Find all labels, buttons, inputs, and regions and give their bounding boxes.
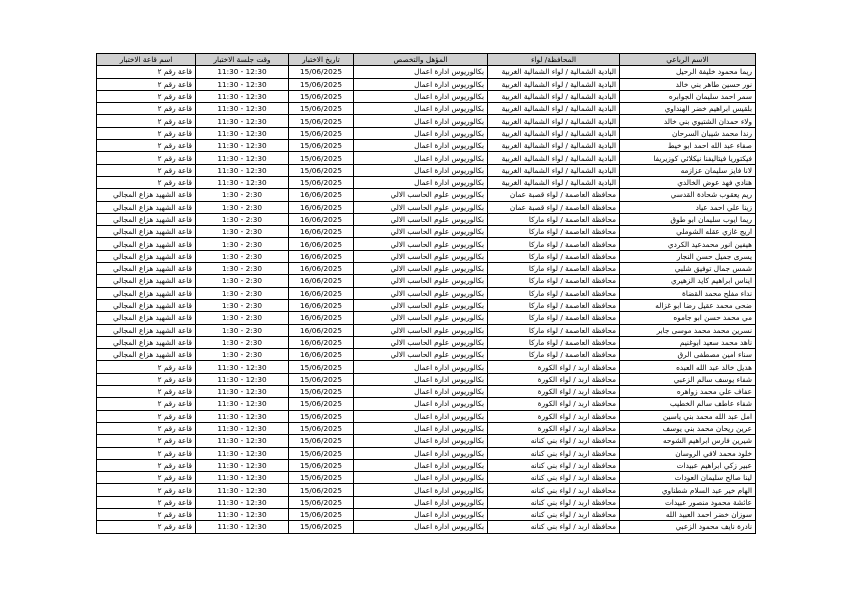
cell-governorate: محافظة اربد / لواء الكورة	[488, 398, 620, 410]
cell-governorate: محافظة العاصمة / لواء ماركا	[488, 263, 620, 275]
table-row	[97, 435, 756, 447]
cell-name: هديل خالد عبد الله العبده	[620, 361, 756, 373]
cell-date: 15/06/2025	[289, 373, 354, 385]
cell-date: 16/06/2025	[289, 287, 354, 299]
cell-hall: قاعة رقم ٢	[97, 447, 196, 459]
cell-time: 1:30 - 2:30	[196, 250, 289, 262]
cell-name: بلقيس ابراهيم خضر الهنداوي	[620, 103, 756, 115]
cell-governorate: البادية الشمالية / لواء الشمالية الغربية	[488, 152, 620, 164]
table-row	[97, 287, 756, 299]
cell-date: 15/06/2025	[289, 140, 354, 152]
cell-hall: قاعة الشهيد هزاع المجالي	[97, 336, 196, 348]
cell-hall: قاعة الشهيد هزاع المجالي	[97, 324, 196, 336]
cell-qualification: بكالوريوس علوم الحاسب الالي	[354, 336, 488, 348]
cell-governorate: محافظة العاصمة / لواء ماركا	[488, 324, 620, 336]
cell-time: 11:30 - 12:30	[196, 398, 289, 410]
table-row	[97, 299, 756, 311]
cell-name: لينا صالح سليمان العودات	[620, 472, 756, 484]
cell-date: 16/06/2025	[289, 238, 354, 250]
cell-qualification: بكالوريوس ادارة اعمال	[354, 472, 488, 484]
cell-governorate: محافظة اربد / لواء بني كنانه	[488, 484, 620, 496]
cell-name: نادرة نايف محمود الزعبي	[620, 521, 756, 533]
cell-hall: قاعة الشهيد هزاع المجالي	[97, 213, 196, 225]
cell-hall: قاعة رقم ٢	[97, 361, 196, 373]
cell-name: عبير زكي ابراهيم عبيدات	[620, 459, 756, 471]
table-row	[97, 140, 756, 152]
table-row	[97, 312, 756, 324]
cell-qualification: بكالوريوس ادارة اعمال	[354, 66, 488, 78]
cell-governorate: محافظة العاصمة / لواء قصبة عمان	[488, 189, 620, 201]
cell-hall: قاعة رقم ٢	[97, 115, 196, 127]
table-row	[97, 275, 756, 287]
cell-governorate: محافظة اربد / لواء بني كنانه	[488, 521, 620, 533]
table-row	[97, 373, 756, 385]
cell-date: 15/06/2025	[289, 422, 354, 434]
cell-date: 16/06/2025	[289, 336, 354, 348]
cell-hall: قاعة الشهيد هزاع المجالي	[97, 250, 196, 262]
cell-name: رندا محمد شيبان السرحان	[620, 127, 756, 139]
cell-governorate: محافظة اربد / لواء بني كنانه	[488, 472, 620, 484]
cell-name: عرين ريحان محمد بني يوسف	[620, 422, 756, 434]
cell-time: 11:30 - 12:30	[196, 484, 289, 496]
cell-qualification: بكالوريوس ادارة اعمال	[354, 508, 488, 520]
cell-name: اريج غازي عقله الشوملي	[620, 226, 756, 238]
cell-date: 15/06/2025	[289, 127, 354, 139]
cell-date: 15/06/2025	[289, 103, 354, 115]
cell-hall: قاعة الشهيد هزاع المجالي	[97, 226, 196, 238]
cell-date: 16/06/2025	[289, 226, 354, 238]
cell-time: 1:30 - 2:30	[196, 275, 289, 287]
header-governorate: المحافظة/ لواء	[488, 54, 620, 66]
table-row	[97, 201, 756, 213]
cell-date: 16/06/2025	[289, 324, 354, 336]
cell-date: 16/06/2025	[289, 275, 354, 287]
cell-qualification: بكالوريوس ادارة اعمال	[354, 164, 488, 176]
cell-governorate: محافظة اربد / لواء بني كنانه	[488, 508, 620, 520]
cell-date: 16/06/2025	[289, 213, 354, 225]
cell-date: 15/06/2025	[289, 459, 354, 471]
cell-qualification: بكالوريوس علوم الحاسب الالي	[354, 201, 488, 213]
header-date: تاريخ الاختبار	[289, 54, 354, 66]
cell-qualification: بكالوريوس ادارة اعمال	[354, 496, 488, 508]
cell-governorate: البادية الشمالية / لواء الشمالية الغربية	[488, 90, 620, 102]
cell-time: 1:30 - 2:30	[196, 324, 289, 336]
cell-date: 16/06/2025	[289, 299, 354, 311]
cell-time: 11:30 - 12:30	[196, 127, 289, 139]
cell-governorate: البادية الشمالية / لواء الشمالية الغربية	[488, 103, 620, 115]
cell-date: 16/06/2025	[289, 250, 354, 262]
cell-qualification: بكالوريوس علوم الحاسب الالي	[354, 287, 488, 299]
cell-time: 11:30 - 12:30	[196, 152, 289, 164]
cell-date: 15/06/2025	[289, 78, 354, 90]
cell-name: مي محمد حسن ابو جاموه	[620, 312, 756, 324]
cell-governorate: محافظة اربد / لواء بني كنانه	[488, 447, 620, 459]
cell-name: ريم يعقوب شحادة القدسي	[620, 189, 756, 201]
cell-qualification: بكالوريوس ادارة اعمال	[354, 484, 488, 496]
cell-name: نسرين محمد محمد موسى جابر	[620, 324, 756, 336]
cell-qualification: بكالوريوس علوم الحاسب الالي	[354, 263, 488, 275]
cell-qualification: بكالوريوس ادارة اعمال	[354, 398, 488, 410]
cell-time: 11:30 - 12:30	[196, 447, 289, 459]
cell-time: 11:30 - 12:30	[196, 361, 289, 373]
cell-name: زينا علي احمد عياد	[620, 201, 756, 213]
table-row	[97, 484, 756, 496]
cell-governorate: محافظة العاصمة / لواء ماركا	[488, 336, 620, 348]
cell-qualification: بكالوريوس ادارة اعمال	[354, 152, 488, 164]
cell-time: 1:30 - 2:30	[196, 312, 289, 324]
header-row	[97, 54, 756, 66]
table-row	[97, 164, 756, 176]
table-row	[97, 226, 756, 238]
cell-governorate: البادية الشمالية / لواء الشمالية الغربية	[488, 127, 620, 139]
table-row	[97, 213, 756, 225]
table-row	[97, 361, 756, 373]
cell-qualification: بكالوريوس علوم الحاسب الالي	[354, 226, 488, 238]
cell-time: 11:30 - 12:30	[196, 422, 289, 434]
cell-time: 1:30 - 2:30	[196, 287, 289, 299]
table-row	[97, 472, 756, 484]
cell-hall: قاعة رقم ٢	[97, 90, 196, 102]
cell-governorate: محافظة اربد / لواء بني كنانه	[488, 496, 620, 508]
cell-hall: قاعة الشهيد هزاع المجالي	[97, 189, 196, 201]
cell-hall: قاعة رقم ٢	[97, 152, 196, 164]
cell-date: 15/06/2025	[289, 496, 354, 508]
cell-name: امل عبد الله محمد بني ياسين	[620, 410, 756, 422]
table-row	[97, 66, 756, 78]
cell-date: 15/06/2025	[289, 398, 354, 410]
table-row	[97, 410, 756, 422]
cell-date: 15/06/2025	[289, 447, 354, 459]
cell-qualification: بكالوريوس ادارة اعمال	[354, 176, 488, 188]
cell-governorate: محافظة اربد / لواء الكورة	[488, 386, 620, 398]
table-row	[97, 263, 756, 275]
cell-name: شفاء عاطف سالم الخطيب	[620, 398, 756, 410]
cell-hall: قاعة الشهيد هزاع المجالي	[97, 287, 196, 299]
header-qualification: المؤهل والتخصص	[354, 54, 488, 66]
cell-hall: قاعة رقم ٢	[97, 472, 196, 484]
cell-hall: قاعة الشهيد هزاع المجالي	[97, 238, 196, 250]
cell-name: شيرين فارس ابراهيم الشوحه	[620, 435, 756, 447]
cell-date: 16/06/2025	[289, 312, 354, 324]
cell-time: 11:30 - 12:30	[196, 164, 289, 176]
cell-qualification: بكالوريوس ادارة اعمال	[354, 386, 488, 398]
table-row	[97, 349, 756, 361]
cell-time: 11:30 - 12:30	[196, 435, 289, 447]
cell-date: 16/06/2025	[289, 189, 354, 201]
cell-qualification: بكالوريوس ادارة اعمال	[354, 361, 488, 373]
cell-date: 15/06/2025	[289, 410, 354, 422]
cell-qualification: بكالوريوس ادارة اعمال	[354, 410, 488, 422]
cell-name: سمر احمد سليمان الجوابره	[620, 90, 756, 102]
table-row	[97, 521, 756, 533]
cell-hall: قاعة رقم ٢	[97, 496, 196, 508]
cell-hall: قاعة رقم ٢	[97, 508, 196, 520]
cell-time: 11:30 - 12:30	[196, 410, 289, 422]
cell-qualification: بكالوريوس ادارة اعمال	[354, 422, 488, 434]
cell-date: 15/06/2025	[289, 115, 354, 127]
header-time: وقت جلسة الاختبار	[196, 54, 289, 66]
cell-governorate: محافظة العاصمة / لواء ماركا	[488, 250, 620, 262]
cell-hall: قاعة الشهيد هزاع المجالي	[97, 299, 196, 311]
cell-time: 1:30 - 2:30	[196, 201, 289, 213]
cell-name: شمس جمال توفيق شلبي	[620, 263, 756, 275]
cell-hall: قاعة رقم ٢	[97, 66, 196, 78]
cell-time: 1:30 - 2:30	[196, 238, 289, 250]
cell-name: خلود محمد لافي الروسان	[620, 447, 756, 459]
cell-qualification: بكالوريوس ادارة اعمال	[354, 115, 488, 127]
cell-governorate: محافظة العاصمة / لواء ماركا	[488, 213, 620, 225]
cell-qualification: بكالوريوس ادارة اعمال	[354, 140, 488, 152]
cell-name: عائشة محمود منصور عبيدات	[620, 496, 756, 508]
cell-hall: قاعة رقم ٢	[97, 103, 196, 115]
cell-qualification: بكالوريوس ادارة اعمال	[354, 78, 488, 90]
cell-hall: قاعة رقم ٢	[97, 78, 196, 90]
cell-governorate: محافظة اربد / لواء الكورة	[488, 410, 620, 422]
cell-time: 11:30 - 12:30	[196, 459, 289, 471]
cell-name: ولاء حمدان الشتيوي بني خالد	[620, 115, 756, 127]
table-row	[97, 324, 756, 336]
cell-time: 1:30 - 2:30	[196, 336, 289, 348]
cell-qualification: بكالوريوس ادارة اعمال	[354, 435, 488, 447]
table-row	[97, 336, 756, 348]
table-row	[97, 508, 756, 520]
cell-name: ضحى محمد عقيل رضا ابو غزاله	[620, 299, 756, 311]
table-row	[97, 496, 756, 508]
cell-governorate: محافظة العاصمة / لواء ماركا	[488, 312, 620, 324]
cell-time: 1:30 - 2:30	[196, 213, 289, 225]
cell-hall: قاعة رقم ٢	[97, 521, 196, 533]
cell-governorate: محافظة اربد / لواء بني كنانه	[488, 459, 620, 471]
cell-governorate: محافظة العاصمة / لواء ماركا	[488, 299, 620, 311]
table-row	[97, 250, 756, 262]
cell-time: 1:30 - 2:30	[196, 349, 289, 361]
cell-governorate: البادية الشمالية / لواء الشمالية الغربية	[488, 78, 620, 90]
cell-name: ريما محمود خليفة الرحيل	[620, 66, 756, 78]
table-header	[97, 54, 756, 66]
cell-hall: قاعة رقم ٢	[97, 398, 196, 410]
cell-hall: قاعة الشهيد هزاع المجالي	[97, 349, 196, 361]
cell-qualification: بكالوريوس علوم الحاسب الالي	[354, 312, 488, 324]
cell-governorate: محافظة العاصمة / لواء ماركا	[488, 226, 620, 238]
cell-date: 16/06/2025	[289, 349, 354, 361]
cell-name: هيفين انور محمدعيد الكردي	[620, 238, 756, 250]
cell-governorate: محافظة العاصمة / لواء قصبة عمان	[488, 201, 620, 213]
table-body	[97, 66, 756, 533]
cell-date: 15/06/2025	[289, 176, 354, 188]
cell-hall: قاعة رقم ٢	[97, 410, 196, 422]
cell-qualification: بكالوريوس علوم الحاسب الالي	[354, 238, 488, 250]
cell-hall: قاعة رقم ٢	[97, 164, 196, 176]
cell-date: 15/06/2025	[289, 90, 354, 102]
cell-governorate: محافظة العاصمة / لواء ماركا	[488, 275, 620, 287]
cell-time: 11:30 - 12:30	[196, 521, 289, 533]
cell-time: 1:30 - 2:30	[196, 189, 289, 201]
cell-name: فيكتوريا فيتاليفنا نيكلائي كوزيريفا	[620, 152, 756, 164]
table-row	[97, 422, 756, 434]
cell-qualification: بكالوريوس علوم الحاسب الالي	[354, 213, 488, 225]
cell-name: صفاء عبد الله احمد ابو خيط	[620, 140, 756, 152]
table-row	[97, 176, 756, 188]
cell-qualification: بكالوريوس علوم الحاسب الالي	[354, 299, 488, 311]
cell-time: 1:30 - 2:30	[196, 263, 289, 275]
cell-qualification: بكالوريوس علوم الحاسب الالي	[354, 324, 488, 336]
table-row	[97, 115, 756, 127]
cell-qualification: بكالوريوس ادارة اعمال	[354, 459, 488, 471]
cell-qualification: بكالوريوس ادارة اعمال	[354, 90, 488, 102]
cell-qualification: بكالوريوس ادارة اعمال	[354, 447, 488, 459]
cell-date: 15/06/2025	[289, 361, 354, 373]
cell-date: 15/06/2025	[289, 164, 354, 176]
table-row	[97, 90, 756, 102]
cell-time: 11:30 - 12:30	[196, 373, 289, 385]
cell-name: ريما ايوب سليمان ابو طوق	[620, 213, 756, 225]
cell-governorate: البادية الشمالية / لواء الشمالية الغربية	[488, 176, 620, 188]
exam-schedule-table	[96, 53, 756, 534]
cell-time: 11:30 - 12:30	[196, 140, 289, 152]
table-row	[97, 189, 756, 201]
header-hall: اسم قاعة الاختبار	[97, 54, 196, 66]
cell-name: ناهد محمد سعيد ابوغنيم	[620, 336, 756, 348]
table-row	[97, 152, 756, 164]
cell-hall: قاعة رقم ٢	[97, 422, 196, 434]
table-row	[97, 459, 756, 471]
cell-time: 11:30 - 12:30	[196, 66, 289, 78]
cell-governorate: محافظة العاصمة / لواء ماركا	[488, 349, 620, 361]
cell-hall: قاعة رقم ٢	[97, 386, 196, 398]
cell-name: سوزان خضر احمد العبيد الله	[620, 508, 756, 520]
cell-qualification: بكالوريوس علوم الحاسب الالي	[354, 275, 488, 287]
cell-time: 11:30 - 12:30	[196, 496, 289, 508]
cell-date: 15/06/2025	[289, 386, 354, 398]
cell-date: 16/06/2025	[289, 263, 354, 275]
table-row	[97, 398, 756, 410]
cell-time: 11:30 - 12:30	[196, 508, 289, 520]
cell-date: 15/06/2025	[289, 435, 354, 447]
cell-governorate: البادية الشمالية / لواء الشمالية الغربية	[488, 140, 620, 152]
cell-governorate: محافظة العاصمة / لواء ماركا	[488, 238, 620, 250]
cell-qualification: بكالوريوس ادارة اعمال	[354, 373, 488, 385]
cell-governorate: البادية الشمالية / لواء الشمالية الغربية	[488, 66, 620, 78]
table-row	[97, 127, 756, 139]
cell-hall: قاعة رقم ٢	[97, 176, 196, 188]
cell-governorate: البادية الشمالية / لواء الشمالية الغربية	[488, 115, 620, 127]
cell-name: عفاف علي محمد زواهره	[620, 386, 756, 398]
cell-hall: قاعة رقم ٢	[97, 484, 196, 496]
cell-time: 11:30 - 12:30	[196, 78, 289, 90]
table-row	[97, 447, 756, 459]
cell-qualification: بكالوريوس ادارة اعمال	[354, 521, 488, 533]
cell-date: 15/06/2025	[289, 66, 354, 78]
cell-name: ايناس ابراهيم كايد الزهيري	[620, 275, 756, 287]
cell-qualification: بكالوريوس علوم الحاسب الالي	[354, 349, 488, 361]
cell-name: نداء مفلح محمد القضاة	[620, 287, 756, 299]
cell-time: 11:30 - 12:30	[196, 90, 289, 102]
cell-time: 11:30 - 12:30	[196, 472, 289, 484]
cell-hall: قاعة رقم ٢	[97, 459, 196, 471]
cell-time: 11:30 - 12:30	[196, 115, 289, 127]
cell-qualification: بكالوريوس علوم الحاسب الالي	[354, 189, 488, 201]
cell-hall: قاعة الشهيد هزاع المجالي	[97, 263, 196, 275]
cell-name: نور حسين طاهر بني خالد	[620, 78, 756, 90]
cell-hall: قاعة رقم ٢	[97, 373, 196, 385]
cell-hall: قاعة رقم ٢	[97, 127, 196, 139]
cell-date: 15/06/2025	[289, 508, 354, 520]
cell-name: شفاء يوسف سالم الزعبي	[620, 373, 756, 385]
cell-time: 11:30 - 12:30	[196, 103, 289, 115]
cell-name: الهام خير عبد السلام شطناوي	[620, 484, 756, 496]
cell-time: 11:30 - 12:30	[196, 386, 289, 398]
cell-date: 15/06/2025	[289, 152, 354, 164]
cell-governorate: البادية الشمالية / لواء الشمالية الغربية	[488, 164, 620, 176]
cell-qualification: بكالوريوس علوم الحاسب الالي	[354, 250, 488, 262]
cell-name: لانا فايز سليمان عزازمه	[620, 164, 756, 176]
cell-name: هنادي فهد عوض الخالدي	[620, 176, 756, 188]
header-name: الاسم الرباعي	[620, 54, 756, 66]
cell-hall: قاعة الشهيد هزاع المجالي	[97, 201, 196, 213]
cell-hall: قاعة رقم ٢	[97, 435, 196, 447]
cell-time: 11:30 - 12:30	[196, 176, 289, 188]
cell-name: يسرى جميل حسن النجار	[620, 250, 756, 262]
cell-qualification: بكالوريوس ادارة اعمال	[354, 103, 488, 115]
cell-time: 1:30 - 2:30	[196, 226, 289, 238]
cell-date: 15/06/2025	[289, 521, 354, 533]
table-row	[97, 103, 756, 115]
table-row	[97, 386, 756, 398]
cell-hall: قاعة رقم ٢	[97, 140, 196, 152]
cell-governorate: محافظة اربد / لواء الكورة	[488, 361, 620, 373]
cell-governorate: محافظة العاصمة / لواء ماركا	[488, 287, 620, 299]
cell-date: 16/06/2025	[289, 201, 354, 213]
cell-hall: قاعة الشهيد هزاع المجالي	[97, 275, 196, 287]
table-row	[97, 238, 756, 250]
cell-name: سناء امين مصطفى الرق	[620, 349, 756, 361]
cell-governorate: محافظة اربد / لواء الكورة	[488, 422, 620, 434]
cell-governorate: محافظة اربد / لواء بني كنانه	[488, 435, 620, 447]
cell-time: 1:30 - 2:30	[196, 299, 289, 311]
cell-hall: قاعة الشهيد هزاع المجالي	[97, 312, 196, 324]
cell-qualification: بكالوريوس ادارة اعمال	[354, 127, 488, 139]
cell-date: 15/06/2025	[289, 484, 354, 496]
table-row	[97, 78, 756, 90]
cell-governorate: محافظة اربد / لواء الكورة	[488, 373, 620, 385]
cell-date: 15/06/2025	[289, 472, 354, 484]
